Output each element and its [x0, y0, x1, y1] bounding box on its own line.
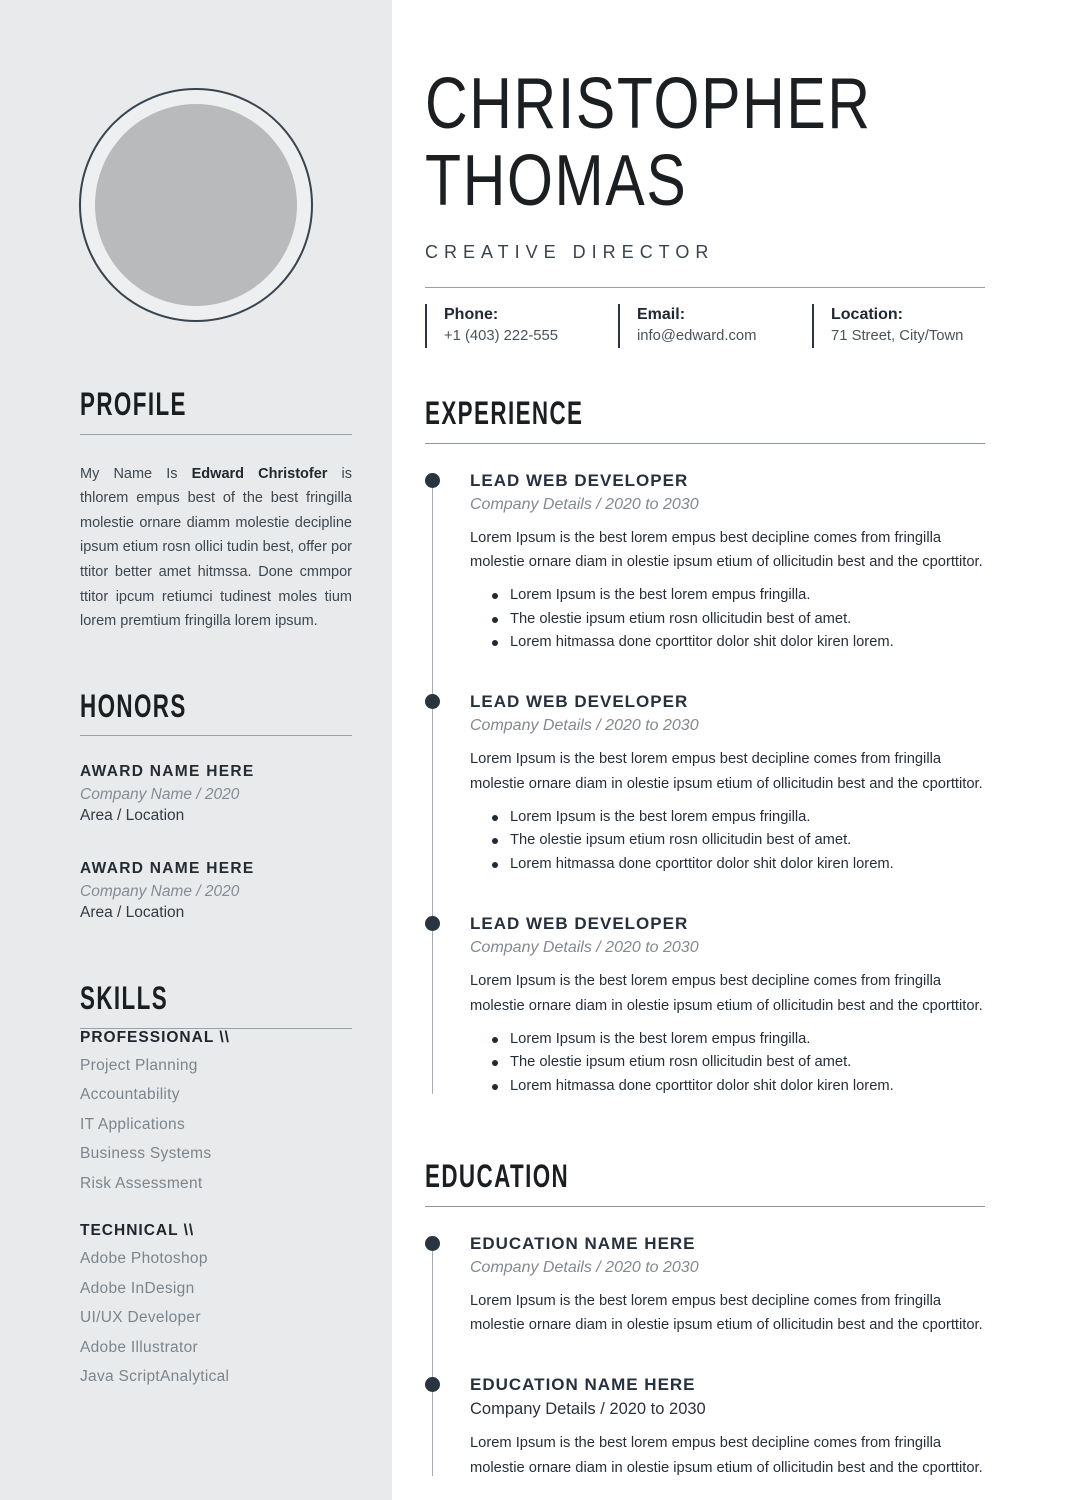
person-last-name: THOMAS	[425, 141, 688, 221]
bullet-item	[470, 608, 985, 631]
skill-list	[80, 1051, 352, 1199]
profile-text-prefix: My Name Is	[80, 465, 192, 482]
bullet-dot-icon	[492, 1037, 498, 1043]
timeline-dot-icon	[425, 694, 440, 709]
skill-item: Business Systems	[80, 1145, 212, 1163]
profile-text-name: Edward Christofer	[191, 465, 328, 482]
profile-photo-ring	[79, 88, 313, 322]
profile-section	[0, 388, 392, 634]
award-item	[80, 860, 352, 922]
award-name: AWARD NAME HERE	[80, 860, 255, 878]
bullet-text: Lorem Ipsum is the best lorem empus fringilla.	[510, 1030, 811, 1047]
entry-bullet-list	[470, 584, 985, 654]
entry-bullet-list	[470, 806, 985, 876]
bullet-dot-icon	[492, 815, 498, 821]
bullet-dot-icon	[492, 617, 498, 623]
education-title: EDUCATION	[425, 1158, 570, 1195]
contact-phone-value: +1 (403) 222-555	[444, 328, 558, 344]
profile-photo-placeholder	[95, 104, 297, 306]
entry-role: LEAD WEB DEVELOPER	[470, 914, 689, 934]
timeline-dot-icon	[425, 1236, 440, 1251]
contact-email	[618, 304, 812, 348]
bullet-dot-icon	[492, 593, 498, 599]
entry-meta: Company Details / 2020 to 2030	[470, 495, 699, 513]
entry-summary: Lorem Ipsum is the best lorem empus best decipline comes from fringilla molestie ornare diam in olestie ipsum etium of ollicitudin best and the cporttitor.	[470, 529, 983, 570]
entry-summary: Lorem Ipsum is the best lorem empus best decipline comes from fringilla molestie ornare diam in olestie ipsum etium of ollicitudin best and the cporttitor.	[470, 751, 983, 792]
entry-role: LEAD WEB DEVELOPER	[470, 470, 689, 490]
contact-phone-label: Phone:	[444, 306, 499, 323]
bullet-item	[470, 1075, 985, 1098]
contact-email-label: Email:	[637, 306, 686, 323]
contact-phone	[425, 304, 618, 348]
entry-name: EDUCATION NAME HERE	[470, 1375, 696, 1395]
entry-name: EDUCATION NAME HERE	[470, 1233, 696, 1253]
bullet-text: Lorem Ipsum is the best lorem empus fringilla.	[510, 809, 811, 825]
entry-summary: Lorem Ipsum is the best lorem empus best decipline comes from fringilla molestie ornare diam in olestie ipsum etium of ollicitudin best and the cporttitor.	[470, 1292, 983, 1333]
education-timeline	[425, 1234, 985, 1480]
award-company: Company Name / 2020	[80, 786, 240, 804]
skill-item: Adobe Illustrator	[80, 1338, 198, 1356]
person-name	[425, 66, 985, 220]
award-name: AWARD NAME HERE	[80, 763, 255, 781]
timeline-dot-icon	[425, 916, 440, 931]
sidebar	[0, 0, 392, 1500]
award-area: Area / Location	[80, 904, 185, 922]
bullet-item	[470, 631, 985, 654]
skill-item: Java ScriptAnalytical	[80, 1368, 230, 1386]
contact-location	[812, 304, 963, 348]
bullet-item	[470, 806, 985, 829]
bullet-item	[470, 829, 985, 852]
bullet-item	[470, 1051, 985, 1074]
skill-group-technical	[80, 1222, 352, 1392]
skill-group-label: PROFESSIONAL \\	[80, 1028, 230, 1046]
skill-item: Project Planning	[80, 1056, 198, 1074]
entry-meta: Company Details / 2020 to 2030	[470, 1258, 699, 1276]
timeline-dot-icon	[425, 473, 440, 488]
bullet-text: Lorem hitmassa done cporttitor dolor shit dolor kiren lorem.	[510, 1077, 894, 1094]
person-role: CREATIVE DIRECTOR	[425, 242, 715, 262]
header-divider	[425, 287, 985, 288]
bullet-item	[470, 853, 985, 876]
resume-header	[425, 66, 985, 348]
bullet-text: The olestie ipsum etium rosn ollicitudin best of amet.	[510, 610, 852, 627]
experience-entry	[425, 692, 985, 876]
bullet-item	[470, 1028, 985, 1051]
contact-email-value: info@edward.com	[637, 328, 757, 344]
skill-item: Adobe Photoshop	[80, 1250, 208, 1268]
main-column	[392, 0, 1069, 1500]
timeline-dot-icon	[425, 1377, 440, 1392]
experience-rule	[425, 443, 985, 444]
entry-summary: Lorem Ipsum is the best lorem empus best decipline comes from fringilla molestie ornare diam in olestie ipsum etium of ollicitudin best and the cporttitor.	[470, 973, 983, 1014]
entry-meta: Company Details / 2020 to 2030	[470, 1400, 706, 1419]
profile-text	[80, 462, 352, 634]
bullet-dot-icon	[492, 1084, 498, 1090]
skill-group-label: TECHNICAL \\	[80, 1222, 195, 1240]
entry-meta: Company Details / 2020 to 2030	[470, 717, 699, 735]
person-first-name: CHRISTOPHER	[425, 64, 872, 144]
education-section	[425, 1160, 985, 1480]
entry-bullet-list	[470, 1028, 985, 1098]
bullet-item	[470, 584, 985, 607]
bullet-text: Lorem hitmassa done cporttitor dolor shit dolor kiren lorem.	[510, 634, 894, 650]
bullet-text: Lorem hitmassa done cporttitor dolor shit dolor kiren lorem.	[510, 855, 894, 872]
honors-rule	[80, 735, 352, 736]
skill-list	[80, 1244, 352, 1392]
skill-item: IT Applications	[80, 1115, 186, 1133]
profile-rule	[80, 434, 352, 435]
experience-timeline	[425, 471, 985, 1098]
honors-title: HONORS	[80, 687, 187, 724]
bullet-text: Lorem Ipsum is the best lorem empus fringilla.	[510, 587, 811, 604]
skill-group-professional	[80, 1029, 352, 1199]
bullet-text: The olestie ipsum etium rosn ollicitudin best of amet.	[510, 1054, 852, 1071]
bullet-dot-icon	[492, 862, 498, 868]
skill-item: UI/UX Developer	[80, 1309, 201, 1327]
bullet-dot-icon	[492, 838, 498, 844]
bullet-text: The olestie ipsum etium rosn ollicitudin best of amet.	[510, 832, 852, 849]
skill-item: Adobe InDesign	[80, 1279, 195, 1297]
entry-summary: Lorem Ipsum is the best lorem empus best decipline comes from fringilla molestie ornare diam in olestie ipsum etium of ollicitudin best and the cporttitor.	[470, 1435, 983, 1476]
honors-section	[0, 687, 392, 923]
contact-location-value: 71 Street, City/Town	[831, 328, 964, 344]
entry-meta: Company Details / 2020 to 2030	[470, 939, 699, 957]
experience-entry	[425, 914, 985, 1098]
profile-text-rest: is thlorem empus best of the best fringilla molestie ornare diamm molestie decipline ipsum etium rosn ollici tudin best, offer por ttitor better amet hitmssa. Done cmmpor ttitor ipcum retiumci tudinest moles tium lorem premtium fringilla lorem ipsum.	[80, 465, 353, 630]
bullet-dot-icon	[492, 1060, 498, 1066]
contact-location-label: Location:	[831, 306, 903, 323]
experience-section	[425, 397, 985, 1098]
skill-item: Risk Assessment	[80, 1174, 203, 1192]
entry-role: LEAD WEB DEVELOPER	[470, 692, 689, 712]
education-entry	[425, 1234, 985, 1338]
bullet-dot-icon	[492, 640, 498, 646]
experience-title: EXPERIENCE	[425, 395, 584, 431]
education-rule	[425, 1206, 985, 1207]
contact-row	[425, 304, 985, 348]
skills-title: SKILLS	[80, 980, 169, 1017]
skills-section	[0, 982, 392, 1392]
profile-title: PROFILE	[80, 386, 187, 422]
award-area: Area / Location	[80, 807, 185, 825]
experience-entry	[425, 471, 985, 655]
education-entry	[425, 1375, 985, 1480]
award-company: Company Name / 2020	[80, 883, 240, 901]
award-item	[80, 763, 352, 825]
skill-item: Accountability	[80, 1086, 180, 1104]
